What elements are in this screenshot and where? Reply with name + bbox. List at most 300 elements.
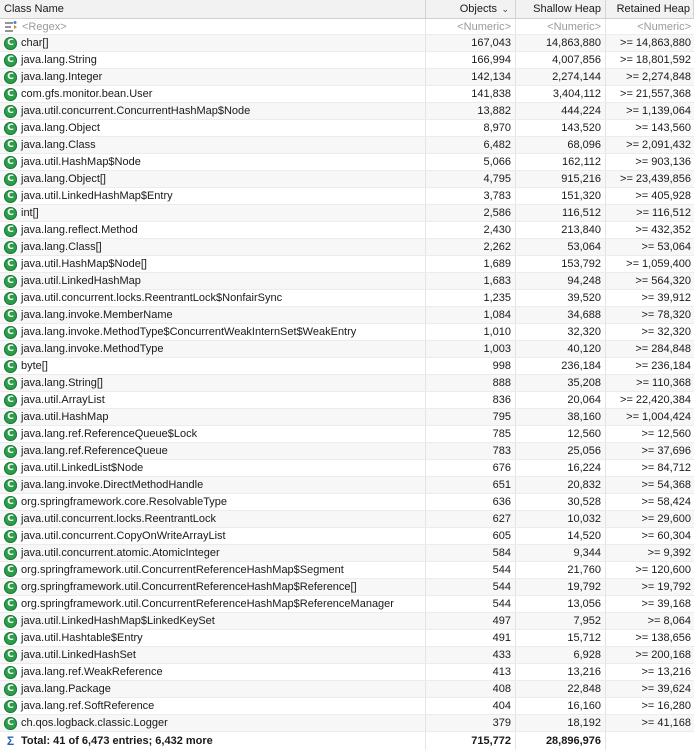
objects-cell: 605 [426, 528, 516, 544]
shallow-heap-cell: 20,064 [516, 392, 606, 408]
class-name: org.springframework.core.ResolvableType [21, 495, 228, 508]
shallow-heap-cell: 21,760 [516, 562, 606, 578]
retained-heap-cell: >= 564,320 [635, 275, 691, 287]
filter-row [0, 19, 694, 35]
class-name: java.util.concurrent.atomic.AtomicInteger [21, 546, 220, 559]
shallow-heap-cell: 915,216 [516, 171, 606, 187]
class-name: java.lang.String [21, 53, 97, 66]
table-row[interactable] [0, 698, 694, 715]
table-row[interactable] [0, 477, 694, 494]
objects-cell: 8,970 [426, 120, 516, 136]
objects-cell: 5,066 [426, 154, 516, 170]
column-header-retained-heap[interactable]: Retained Heap [606, 0, 694, 18]
retained-heap-cell: >= 22,420,384 [620, 394, 691, 406]
class-name-cell [0, 341, 426, 357]
shallow-heap-cell: 153,792 [516, 256, 606, 272]
table-row[interactable] [0, 494, 694, 511]
class-name-cell [0, 494, 426, 510]
table-row[interactable] [0, 630, 694, 647]
class-icon: C [4, 360, 17, 373]
class-icon: C [4, 292, 17, 305]
column-header-shallow-heap[interactable]: Shallow Heap [516, 0, 606, 18]
total-label: Total: 41 of 6,473 entries; 6,432 more [21, 735, 213, 747]
table-row[interactable] [0, 120, 694, 137]
total-objects: 715,772 [426, 732, 516, 750]
retained-heap-cell: >= 23,439,856 [620, 173, 691, 185]
class-name: com.gfs.monitor.bean.User [21, 87, 153, 100]
table-row[interactable] [0, 171, 694, 188]
retained-heap-cell: >= 138,656 [635, 632, 691, 644]
shallow-heap-cell: 12,560 [516, 426, 606, 442]
shallow-heap-cell: 162,112 [516, 154, 606, 170]
table-row[interactable] [0, 511, 694, 528]
class-name-cell [0, 222, 426, 238]
class-name-cell [0, 392, 426, 408]
objects-cell: 888 [426, 375, 516, 391]
table-row[interactable] [0, 341, 694, 358]
class-name: java.lang.String[] [21, 376, 103, 389]
retained-heap-cell: >= 236,184 [635, 360, 691, 372]
class-name: java.lang.Object [21, 121, 100, 134]
retained-heap-cell: >= 14,863,880 [620, 37, 691, 49]
class-name-cell [0, 205, 426, 221]
objects-cell: 142,134 [426, 69, 516, 85]
table-row[interactable] [0, 664, 694, 681]
class-name: ch.qos.logback.classic.Logger [21, 716, 168, 729]
shallow-heap-cell: 9,344 [516, 545, 606, 561]
table-row[interactable] [0, 545, 694, 562]
class-name: char[] [21, 36, 49, 49]
class-name-cell [0, 120, 426, 136]
objects-cell: 836 [426, 392, 516, 408]
class-icon: C [4, 377, 17, 390]
table-row[interactable] [0, 613, 694, 630]
shallow-heap-cell: 2,274,144 [516, 69, 606, 85]
class-name: int[] [21, 206, 39, 219]
shallow-heap-cell: 236,184 [516, 358, 606, 374]
retained-heap-cell: >= 200,168 [635, 649, 691, 661]
shallow-heap-cell: 16,160 [516, 698, 606, 714]
table-row[interactable] [0, 579, 694, 596]
class-icon: C [4, 683, 17, 696]
retained-heap-cell: >= 110,368 [636, 377, 691, 389]
class-name-cell [0, 715, 426, 731]
class-name-cell [0, 69, 426, 85]
class-icon: C [4, 513, 17, 526]
class-icon: C [4, 122, 17, 135]
shallow-heap-cell: 30,528 [516, 494, 606, 510]
class-icon: C [4, 88, 17, 101]
class-icon: C [4, 428, 17, 441]
class-icon: C [4, 309, 17, 322]
objects-cell: 783 [426, 443, 516, 459]
class-icon: C [4, 581, 17, 594]
objects-cell: 141,838 [426, 86, 516, 102]
class-icon: C [4, 173, 17, 186]
retained-heap-cell: >= 405,928 [635, 190, 691, 202]
shallow-heap-cell: 14,520 [516, 528, 606, 544]
class-name: java.util.LinkedHashMap$Entry [21, 189, 173, 202]
objects-cell: 1,003 [426, 341, 516, 357]
shallow-heap-cell: 25,056 [516, 443, 606, 459]
table-row[interactable] [0, 647, 694, 664]
shallow-heap-cell: 38,160 [516, 409, 606, 425]
class-name-cell [0, 188, 426, 204]
class-name-cell [0, 35, 426, 51]
retained-heap-cell: >= 1,004,424 [626, 411, 691, 423]
class-name: java.lang.ref.WeakReference [21, 665, 163, 678]
objects-cell: 166,994 [426, 52, 516, 68]
class-name-cell [0, 681, 426, 697]
class-name: java.lang.ref.SoftReference [21, 699, 155, 712]
class-name-cell [0, 307, 426, 323]
table-row[interactable] [0, 69, 694, 86]
retained-heap-cell: >= 8,064 [647, 615, 691, 627]
objects-cell: 1,235 [426, 290, 516, 306]
shallow-heap-cell: 32,320 [516, 324, 606, 340]
table-row[interactable] [0, 52, 694, 69]
class-name-cell [0, 426, 426, 442]
class-name: java.lang.Object[] [21, 172, 106, 185]
column-header-objects-label: Objects [459, 3, 497, 15]
objects-cell: 2,262 [426, 239, 516, 255]
table-row[interactable] [0, 562, 694, 579]
class-name: java.util.ArrayList [21, 393, 105, 406]
class-icon: C [4, 598, 17, 611]
class-name: java.lang.Class [21, 138, 96, 151]
class-name-cell [0, 613, 426, 629]
class-icon: C [4, 666, 17, 679]
retained-heap-cell: >= 13,216 [641, 666, 691, 678]
class-name-cell [0, 358, 426, 374]
filter-class-name[interactable] [0, 19, 426, 34]
class-name-cell [0, 579, 426, 595]
class-name: java.lang.Package [21, 682, 111, 695]
table-row[interactable] [0, 35, 694, 52]
objects-cell: 651 [426, 477, 516, 493]
class-name-cell [0, 103, 426, 119]
retained-heap-cell: >= 84,712 [641, 462, 691, 474]
class-name-cell [0, 409, 426, 425]
shallow-heap-cell: 35,208 [516, 375, 606, 391]
objects-cell: 584 [426, 545, 516, 561]
class-name-cell [0, 545, 426, 561]
retained-heap-cell: >= 29,600 [641, 513, 691, 525]
class-name-cell [0, 375, 426, 391]
shallow-heap-cell: 444,224 [516, 103, 606, 119]
class-name-cell [0, 137, 426, 153]
class-icon: C [4, 105, 17, 118]
shallow-heap-cell: 19,792 [516, 579, 606, 595]
class-name: java.util.HashMap$Node[] [21, 257, 147, 270]
objects-cell: 544 [426, 596, 516, 612]
retained-heap-cell: >= 78,320 [641, 309, 691, 321]
class-icon: C [4, 224, 17, 237]
retained-heap-cell: >= 432,352 [635, 224, 691, 236]
table-row[interactable] [0, 205, 694, 222]
shallow-heap-cell: 213,840 [516, 222, 606, 238]
class-name-cell [0, 664, 426, 680]
retained-heap-cell: >= 39,624 [641, 683, 691, 695]
class-icon: C [4, 700, 17, 713]
column-header-class-name[interactable]: Class Name [0, 0, 426, 18]
table-row[interactable] [0, 86, 694, 103]
filter-class-name-text: <Regex> [22, 20, 67, 33]
table-row[interactable] [0, 239, 694, 256]
total-shallow-heap: 28,896,976 [516, 732, 606, 750]
retained-heap-cell: >= 143,560 [635, 122, 691, 134]
objects-cell: 2,586 [426, 205, 516, 221]
class-name: java.util.LinkedHashMap [21, 274, 141, 287]
table-row[interactable] [0, 188, 694, 205]
retained-heap-cell: >= 1,139,064 [626, 105, 691, 117]
filter-retained-heap[interactable]: <Numeric> [637, 21, 691, 33]
table-header [0, 0, 694, 19]
table-row[interactable] [0, 324, 694, 341]
class-name: java.lang.invoke.MemberName [21, 308, 173, 321]
table-row[interactable] [0, 358, 694, 375]
objects-cell: 676 [426, 460, 516, 476]
table-row[interactable] [0, 409, 694, 426]
class-name: org.springframework.util.ConcurrentReferenceHashMap$Reference[] [21, 580, 357, 593]
table-row[interactable] [0, 596, 694, 613]
shallow-heap-cell: 3,404,112 [516, 86, 606, 102]
retained-heap-cell: >= 1,059,400 [626, 258, 691, 270]
table-row[interactable] [0, 443, 694, 460]
table-row[interactable] [0, 256, 694, 273]
objects-cell: 491 [426, 630, 516, 646]
objects-cell: 785 [426, 426, 516, 442]
retained-heap-cell: >= 41,168 [641, 717, 691, 729]
shallow-heap-cell: 34,688 [516, 307, 606, 323]
class-name: java.util.HashMap$Node [21, 155, 141, 168]
shallow-heap-cell: 39,520 [516, 290, 606, 306]
table-row[interactable] [0, 375, 694, 392]
total-label-cell [0, 732, 426, 750]
retained-heap-cell: >= 120,600 [635, 564, 691, 576]
table-row[interactable] [0, 273, 694, 290]
retained-heap-cell: >= 37,696 [641, 445, 691, 457]
class-name: org.springframework.util.ConcurrentReferenceHashMap$Segment [21, 563, 344, 576]
regex-filter-icon [4, 20, 18, 34]
retained-heap-cell: >= 53,064 [641, 241, 691, 253]
class-name-cell [0, 86, 426, 102]
table-row[interactable] [0, 681, 694, 698]
class-icon: C [4, 632, 17, 645]
class-name: java.lang.Integer [21, 70, 103, 83]
table-row[interactable] [0, 715, 694, 732]
class-name: java.lang.ref.ReferenceQueue$Lock [21, 427, 198, 440]
class-icon: C [4, 564, 17, 577]
retained-heap-cell: >= 21,557,368 [620, 88, 691, 100]
class-icon: C [4, 411, 17, 424]
class-icon: C [4, 258, 17, 271]
class-icon: C [4, 615, 17, 628]
objects-cell: 408 [426, 681, 516, 697]
retained-heap-cell: >= 60,304 [641, 530, 691, 542]
class-name-cell [0, 562, 426, 578]
objects-cell: 13,882 [426, 103, 516, 119]
class-name-cell [0, 443, 426, 459]
class-icon: C [4, 462, 17, 475]
shallow-heap-cell: 6,928 [516, 647, 606, 663]
objects-cell: 544 [426, 562, 516, 578]
class-icon: C [4, 241, 17, 254]
retained-heap-cell: >= 903,136 [635, 156, 691, 168]
class-icon: C [4, 275, 17, 288]
table-row[interactable] [0, 137, 694, 154]
class-name: java.util.LinkedList$Node [21, 461, 144, 474]
objects-cell: 544 [426, 579, 516, 595]
shallow-heap-cell: 143,520 [516, 120, 606, 136]
class-name: java.lang.reflect.Method [21, 223, 138, 236]
table-row[interactable] [0, 222, 694, 239]
retained-heap-cell: >= 18,801,592 [620, 54, 691, 66]
class-name-cell [0, 698, 426, 714]
table-row[interactable] [0, 307, 694, 324]
retained-heap-cell: >= 2,091,432 [626, 139, 691, 151]
shallow-heap-cell: 116,512 [516, 205, 606, 221]
retained-heap-cell: >= 32,320 [641, 326, 691, 338]
retained-heap-cell: >= 58,424 [641, 496, 691, 508]
class-name: java.lang.invoke.MethodType [21, 342, 164, 355]
class-icon: C [4, 445, 17, 458]
total-row [0, 732, 694, 750]
shallow-heap-cell: 15,712 [516, 630, 606, 646]
class-name-cell [0, 154, 426, 170]
objects-cell: 2,430 [426, 222, 516, 238]
shallow-heap-cell: 94,248 [516, 273, 606, 289]
class-name-cell [0, 511, 426, 527]
retained-heap-cell: >= 284,848 [635, 343, 691, 355]
retained-heap-cell: >= 9,392 [647, 547, 691, 559]
class-name: java.util.LinkedHashMap$LinkedKeySet [21, 614, 215, 627]
class-name-cell [0, 596, 426, 612]
retained-heap-cell: >= 12,560 [641, 428, 691, 440]
retained-heap-cell: >= 116,512 [636, 207, 691, 219]
shallow-heap-cell: 40,120 [516, 341, 606, 357]
table-row[interactable] [0, 154, 694, 171]
retained-heap-cell: >= 54,368 [641, 479, 691, 491]
class-icon: C [4, 496, 17, 509]
shallow-heap-cell: 151,320 [516, 188, 606, 204]
class-name-cell [0, 324, 426, 340]
class-name: java.util.concurrent.locks.ReentrantLock [21, 512, 217, 525]
objects-cell: 1,010 [426, 324, 516, 340]
retained-heap-cell: >= 19,792 [641, 581, 691, 593]
class-icon: C [4, 717, 17, 730]
filter-objects[interactable]: <Numeric> [426, 19, 516, 34]
class-name: java.util.LinkedHashSet [21, 648, 136, 661]
objects-cell: 1,084 [426, 307, 516, 323]
filter-shallow-heap[interactable]: <Numeric> [516, 19, 606, 34]
class-name: byte[] [21, 359, 48, 372]
class-icon: C [4, 156, 17, 169]
objects-cell: 3,783 [426, 188, 516, 204]
shallow-heap-cell: 18,192 [516, 715, 606, 731]
class-name-cell [0, 171, 426, 187]
class-icon: C [4, 139, 17, 152]
class-icon: C [4, 530, 17, 543]
table-row[interactable] [0, 392, 694, 409]
class-name: java.util.concurrent.locks.ReentrantLock$NonfairSync [21, 291, 283, 304]
retained-heap-cell: >= 39,912 [641, 292, 691, 304]
shallow-heap-cell: 22,848 [516, 681, 606, 697]
objects-cell: 404 [426, 698, 516, 714]
objects-cell: 6,482 [426, 137, 516, 153]
class-name: java.util.concurrent.ConcurrentHashMap$Node [21, 104, 251, 117]
objects-cell: 795 [426, 409, 516, 425]
shallow-heap-cell: 14,863,880 [516, 35, 606, 51]
class-name: java.lang.invoke.DirectMethodHandle [21, 478, 204, 491]
shallow-heap-cell: 53,064 [516, 239, 606, 255]
table-row[interactable] [0, 426, 694, 443]
class-icon: C [4, 479, 17, 492]
shallow-heap-cell: 4,007,856 [516, 52, 606, 68]
class-icon: C [4, 326, 17, 339]
class-icon: C [4, 649, 17, 662]
shallow-heap-cell: 13,216 [516, 664, 606, 680]
class-icon: C [4, 54, 17, 67]
class-name: java.util.Hashtable$Entry [21, 631, 143, 644]
class-name-cell [0, 528, 426, 544]
retained-heap-cell: >= 16,280 [641, 700, 691, 712]
table-row[interactable] [0, 103, 694, 120]
class-icon: C [4, 190, 17, 203]
class-name-cell [0, 290, 426, 306]
objects-cell: 1,683 [426, 273, 516, 289]
class-name-cell [0, 52, 426, 68]
shallow-heap-cell: 20,832 [516, 477, 606, 493]
table-row[interactable] [0, 290, 694, 307]
class-name: java.lang.invoke.MethodType$ConcurrentWeakInternSet$WeakEntry [21, 325, 357, 338]
shallow-heap-cell: 16,224 [516, 460, 606, 476]
shallow-heap-cell: 13,056 [516, 596, 606, 612]
retained-heap-cell: >= 39,168 [641, 598, 691, 610]
class-name: java.lang.Class[] [21, 240, 102, 253]
class-name-cell [0, 477, 426, 493]
table-row[interactable] [0, 528, 694, 545]
class-name-cell [0, 647, 426, 663]
class-icon: C [4, 37, 17, 50]
shallow-heap-cell: 10,032 [516, 511, 606, 527]
sort-descending-icon: ⌄ [501, 4, 509, 14]
objects-cell: 1,689 [426, 256, 516, 272]
column-header-objects[interactable] [426, 0, 516, 18]
class-name-cell [0, 273, 426, 289]
class-name: java.util.concurrent.CopyOnWriteArrayList [21, 529, 226, 542]
class-icon: C [4, 71, 17, 84]
class-name-cell [0, 460, 426, 476]
retained-heap-cell: >= 2,274,848 [626, 71, 691, 83]
objects-cell: 433 [426, 647, 516, 663]
class-name: java.lang.ref.ReferenceQueue [21, 444, 168, 457]
shallow-heap-cell: 68,096 [516, 137, 606, 153]
class-name: org.springframework.util.ConcurrentReferenceHashMap$ReferenceManager [21, 597, 394, 610]
class-name-cell [0, 256, 426, 272]
class-icon: C [4, 207, 17, 220]
shallow-heap-cell: 7,952 [516, 613, 606, 629]
objects-cell: 413 [426, 664, 516, 680]
objects-cell: 636 [426, 494, 516, 510]
class-name: java.util.HashMap [21, 410, 109, 423]
class-icon: C [4, 343, 17, 356]
table-row[interactable] [0, 460, 694, 477]
class-name-cell [0, 239, 426, 255]
table-body [0, 19, 694, 732]
objects-cell: 497 [426, 613, 516, 629]
class-name-cell [0, 630, 426, 646]
